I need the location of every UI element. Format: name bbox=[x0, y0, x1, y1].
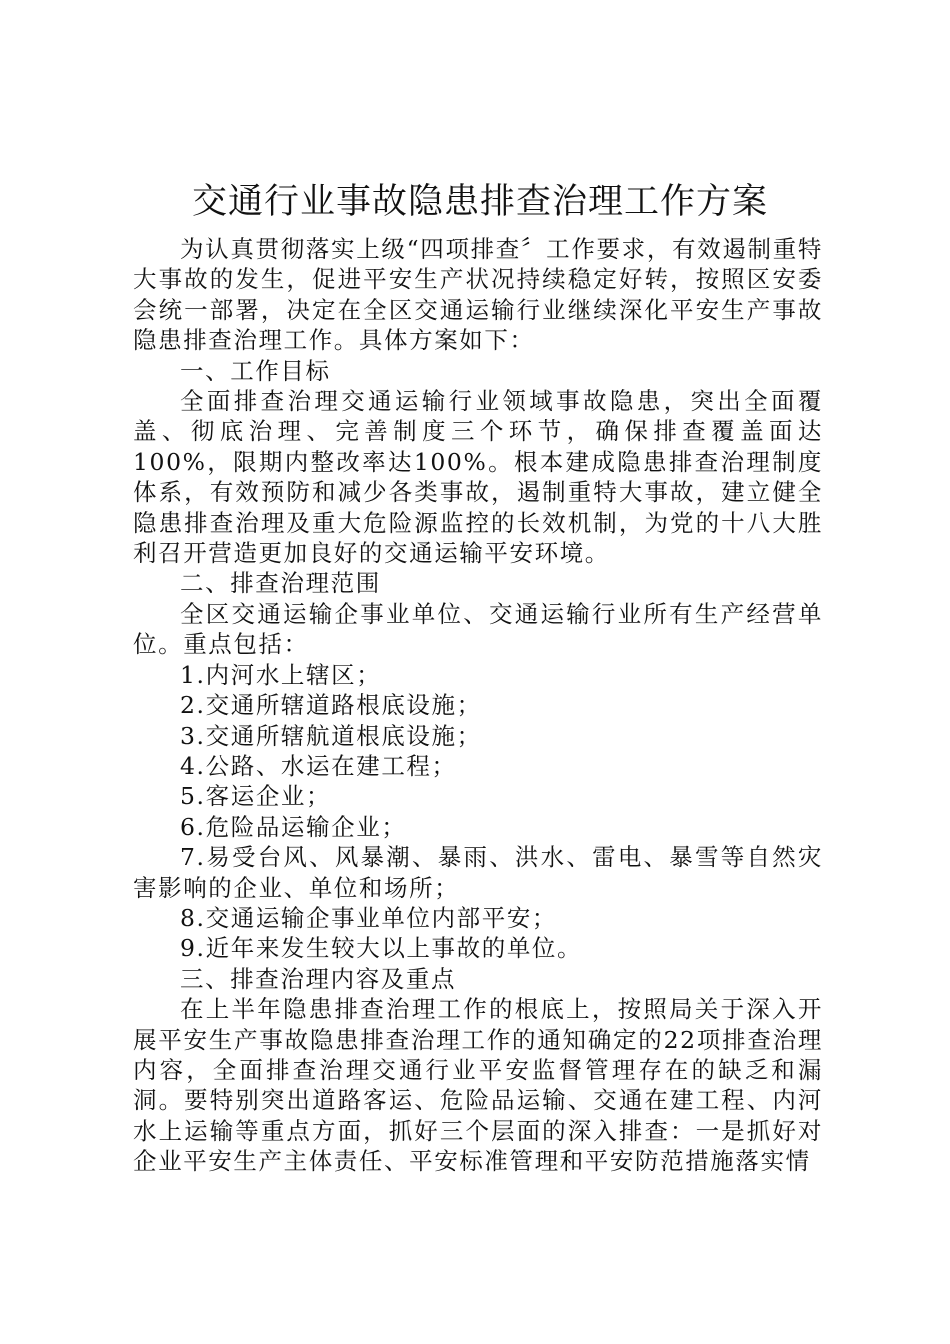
section-heading-content: 三、排查治理内容及重点 bbox=[180, 964, 457, 993]
section-heading-scope: 二、排查治理范围 bbox=[180, 569, 381, 598]
goals-paragraph: 全面排查治理交通运输行业领域事故隐患，突出全面覆盖、彻底治理、完善制度三个环节，确保排查覆盖面达100%，限期内整改率达100%。根本建成隐患排查治理制度体系，有效预防和减少各类事故，遏制重特大事故，建立健全隐患排查治理及重大危险源监控的长效机制，为党的十八大胜利召开营造更加良好的交通运输平安环境。 bbox=[133, 387, 823, 568]
intro-paragraph: 为认真贯彻落实上级“四项排查〞工作要求，有效遏制重特大事故的发生，促进平安生产状况持续稳定好转，按照区安委会统一部署，决定在全区交通运输行业继续深化平安生产事故隐患排查治理工作。具体方案如下： bbox=[133, 235, 823, 355]
scope-list-item: 5.客运企业； bbox=[180, 782, 332, 811]
scope-list-item: 8.交通运输企事业单位内部平安； bbox=[180, 903, 558, 932]
scope-list-item: 2.交通所辖道路根底设施； bbox=[180, 691, 482, 720]
scope-list-item: 9.近年来发生较大以上事故的单位。 bbox=[180, 934, 583, 963]
scope-paragraph: 全区交通运输企事业单位、交通运输行业所有生产经营单位。重点包括： bbox=[133, 599, 823, 659]
scope-list-item: 1.内河水上辖区； bbox=[180, 660, 382, 689]
document-body bbox=[133, 234, 823, 1177]
content-paragraph: 在上半年隐患排查治理工作的根底上，按照局关于深入开展平安生产事故隐患排查治理工作的通知确定的22项排查治理内容，全面排查治理交通行业平安监督管理存在的缺乏和漏洞。要特别突出道路客运、危险品运输、交通在建工程、内河水上运输等重点方面，抓好三个层面的深入排查：一是抓好对企业平安生产主体责任、平安标准管理和平安防范措施落实情 bbox=[133, 995, 823, 1176]
scope-list-item: 6.危险品运输企业； bbox=[180, 812, 407, 841]
document-title: 交通行业事故隐患排查治理工作方案 bbox=[191, 182, 768, 222]
scope-list-item: 7.易受台风、风暴潮、暴雨、洪水、雷电、暴雪等自然灾害影响的企业、单位和场所； bbox=[133, 843, 823, 902]
section-heading-goals: 一、工作目标 bbox=[180, 356, 331, 385]
scope-list-item: 4.公路、水运在建工程； bbox=[180, 751, 457, 780]
scope-list-item: 3.交通所辖航道根底设施； bbox=[180, 721, 482, 750]
